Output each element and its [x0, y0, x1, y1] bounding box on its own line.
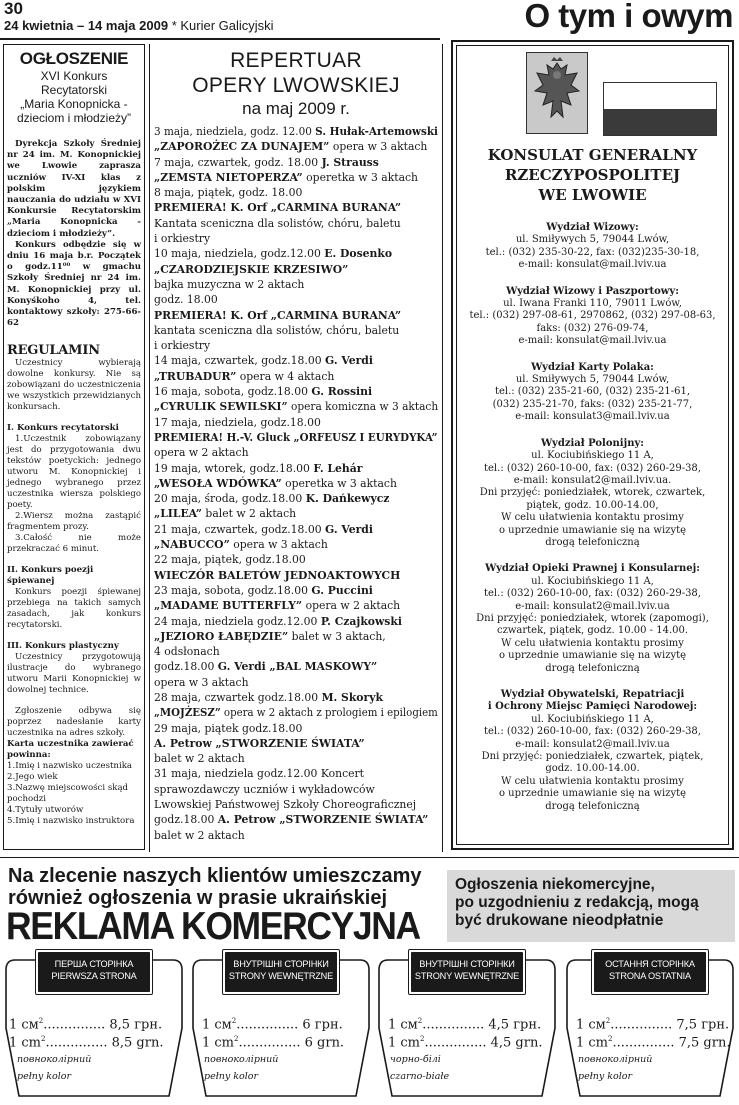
- advert-line: również ogłoszenia w prasie ukraińskiej: [8, 887, 388, 909]
- leader-dots: ...............: [43, 1017, 106, 1033]
- repertoire-line: [154, 644, 438, 659]
- price-card: [378, 958, 556, 1100]
- eagle-emblem-icon: [526, 52, 588, 134]
- repertoire-text: opera w 2 aktach: [302, 599, 401, 613]
- consulate-title-line: RZECZYPOSPOLITEJ: [504, 166, 681, 184]
- polish-flag-icon: [603, 82, 717, 136]
- repertoire-line: [154, 323, 438, 338]
- department-detail: ul. Iwana Franki 110, 79011 Lwów,: [503, 298, 682, 310]
- repertoire-text: Lwowskiej Państwowej Szkoły Choreograficznej: [154, 798, 417, 812]
- card-item: 5.Imię i nazwisko instruktora: [7, 816, 135, 827]
- department-detail: tel.: (032) 260-10-00, fax: (032) 260-29-38,: [484, 726, 701, 738]
- repertoire-highlight: A. Petrow „STWORZENIE ŚWIATA”: [217, 813, 429, 827]
- unit-label: 1 см: [9, 1017, 39, 1033]
- unit-exponent: 2: [38, 1017, 44, 1025]
- repertoire-text: godz. 18.00: [154, 293, 218, 307]
- unit-label: 1 cm: [202, 1035, 235, 1051]
- repertoire-text: 24 maja, niedziela godz.12.00: [154, 614, 321, 628]
- repertoire-highlight: F. Lehár: [313, 461, 363, 475]
- price-card-badge-label: [411, 952, 523, 992]
- price-card: [5, 958, 183, 1100]
- repertoire-highlight: PREMIERA! K. Orf „CARMINA BURANA”: [154, 201, 402, 215]
- repertoire-text: kantata sceniczna dla solistów, chóru, baletu: [154, 323, 400, 337]
- repertoire-text: balet w 2 aktach: [154, 752, 245, 766]
- repertoire-line: [154, 782, 438, 797]
- repertoire-line: [154, 629, 438, 644]
- repertoire-line: [154, 766, 438, 781]
- noncommercial-note: [447, 870, 735, 942]
- color-note-pl: pełny kolor: [578, 1071, 633, 1082]
- repertoire-text: balet w 2 aktach: [154, 828, 245, 842]
- unit-label: 1 см: [576, 1017, 606, 1033]
- advert-line: Na zlecenie naszych klientów umieszczamy: [8, 865, 422, 887]
- price-line-pl: [576, 1031, 730, 1051]
- color-note-ua: чорно-білі: [390, 1054, 441, 1065]
- issue-date: [4, 18, 274, 33]
- repertoire-text: godz.18.00: [154, 813, 218, 827]
- repertoire-line: [154, 216, 438, 231]
- noncommercial-line: Ogłoszenia niekomercyjne,: [455, 876, 655, 893]
- repertoire-text: 4 odsłonach: [154, 645, 220, 659]
- noncommercial-line: po uzgodnieniu z redakcją, mogą: [455, 894, 699, 911]
- repertoire-highlight: „CZARODZIEJSKIE KRZESIWO”: [154, 262, 349, 276]
- color-note-ua: повноколірний: [204, 1054, 279, 1065]
- rules-closing: Zgłoszenie odbywa się poprzez nadesłanie karty uczestnika na adres szkoły.: [7, 706, 141, 739]
- repertoire-highlight: PREMIERA! K. Orf „CARMINA BURANA”: [154, 308, 402, 322]
- repertoire-highlight: WIECZÓR BALETÓW JEDNOAKTOWYCH: [154, 568, 401, 582]
- color-note-ua: повноколірний: [17, 1054, 92, 1065]
- department-heading: Wydział Wizowy i Paszportowy:: [506, 285, 679, 297]
- department-detail: o uprzednie umawianie się na wizytę: [498, 650, 687, 662]
- price-value: 7,5 grn.: [678, 1035, 731, 1051]
- repertoire-title: REPERTUAR: [230, 49, 362, 72]
- department-detail: ul. Smiływych 5, 79044 Lwów,: [515, 374, 670, 386]
- department-detail: W celu ułatwienia kontaktu prosimy: [501, 637, 684, 649]
- repertoire-highlight: „ZEMSTA NIETOPERZA”: [154, 170, 303, 184]
- department-detail: o uprzednie umawianie się na wizytę: [498, 788, 687, 800]
- repertoire-text: i orkiestry: [154, 339, 211, 353]
- repertoire-line: [154, 537, 438, 552]
- price-card-badge-label: [225, 952, 337, 992]
- repertoire-highlight: J. Strauss: [321, 155, 379, 169]
- repertoire-line: [154, 430, 438, 445]
- price-card: [566, 958, 734, 1100]
- badge-label-ua: ПЕРША СТОРІНКА: [54, 959, 134, 969]
- repertoire-line: [154, 736, 438, 751]
- department-detail: drogą telefoniczną: [545, 800, 640, 812]
- repertoire-text: sprawozdawczy uczniów i wykładowców: [154, 782, 375, 796]
- rules-section-title: III. Konkurs plastyczny: [7, 641, 119, 652]
- department-heading: i Ochrony Miejsc Pamięci Narodowej:: [487, 701, 698, 713]
- repertoire-line: [154, 155, 438, 170]
- repertoire-text: godz.18.00: [154, 660, 218, 674]
- price-value: 8,5 грн.: [109, 1017, 163, 1033]
- department-detail: ul. Kociubińskiego 11 A,: [531, 575, 654, 587]
- repertoire-highlight: „NABUCCO”: [154, 538, 230, 552]
- department-detail: W celu ułatwienia kontaktu prosimy: [501, 512, 684, 524]
- repertoire-text: 3 maja, niedziela, godz. 12.00: [154, 125, 316, 138]
- repertoire-text: operetka w 3 aktach: [302, 170, 419, 184]
- price-value: 8,5 grn.: [111, 1035, 164, 1051]
- repertoire-highlight: G. Verdi „BAL MASKOWY”: [217, 660, 378, 674]
- color-note-pl: pełny kolor: [17, 1071, 72, 1082]
- badge-label-pl: STRONA OSTATNIA: [609, 971, 691, 981]
- repertoire-highlight: A. Petrow „STWORZENIE ŚWIATA”: [154, 736, 365, 750]
- color-note-pl: pełny kolor: [204, 1071, 259, 1082]
- department-heading: Wydział Polonijny:: [541, 437, 644, 449]
- rules-text: Konkurs poezji śpiewanej przebiega na takich samych zasadach, jak konkurs recytatorski.: [7, 587, 141, 631]
- repertoire-line: [154, 185, 438, 200]
- repertoire-text: opera w 3 aktach: [154, 675, 249, 689]
- repertoire-line: [154, 568, 438, 583]
- repertoire-line: [154, 797, 438, 812]
- consulate-department: [456, 286, 729, 348]
- price-value: 7,5 грн.: [676, 1017, 730, 1033]
- repertoire-line: [154, 246, 438, 261]
- repertoire-list: [154, 124, 438, 843]
- price-value: 6 grn.: [304, 1035, 345, 1051]
- repertoire-line: [154, 812, 438, 827]
- color-note-ua: повноколірний: [578, 1054, 653, 1065]
- repertoire-highlight: G. Verdi: [325, 354, 373, 368]
- consulate-department: [456, 362, 729, 424]
- department-heading: Wydział Opieki Prawnej i Konsularnej:: [485, 563, 700, 575]
- repertoire-text: 7 maja, czwartek, godz. 18.00: [154, 155, 322, 169]
- repertoire-highlight: „JEZIORO ŁABĘDZIE”: [154, 629, 289, 643]
- repertoire-line: [154, 491, 438, 506]
- unit-exponent: 2: [231, 1017, 237, 1025]
- repertoire-highlight: S. Hułak-Artemowski: [315, 125, 439, 138]
- price-card-badge-label: [38, 952, 150, 992]
- repertoire-line: [154, 139, 438, 154]
- unit-label: 1 cm: [388, 1035, 421, 1051]
- repertoire-line: [154, 522, 438, 537]
- repertoire-line: [154, 384, 438, 399]
- leader-dots: ...............: [424, 1035, 487, 1051]
- department-detail: drogą telefoniczną: [545, 662, 640, 674]
- rules-item: 3.Całość nie może przekraczać 6 minut.: [7, 533, 141, 555]
- department-detail: tel.: (032) 235-30-22, fax: (032)235-30-18,: [485, 246, 700, 258]
- repertoire-highlight: „CYRULIK SEWILSKI”: [154, 400, 288, 414]
- repertoire-text: opera w 3 aktach: [329, 140, 428, 154]
- rules-text: Uczestnicy przygotowują ilustracje do wybranego utworu Marii Konopnickiej w dowolnej technice.: [7, 652, 141, 696]
- publication-name: * Kurier Galicyjski: [171, 18, 274, 33]
- consulate-department: [456, 222, 729, 272]
- department-detail: czwartek, piątek, godz. 10.00 - 14.00.: [496, 625, 689, 637]
- consulate-title: [456, 145, 729, 205]
- leader-dots: ...............: [238, 1035, 301, 1051]
- badge-label-pl: STRONY WEWNĘTRZNE: [228, 971, 334, 981]
- repertoire-highlight: „TRUBADUR”: [154, 369, 237, 383]
- advert-headline: REKLAMA KOMERCYJNA: [6, 905, 420, 948]
- price-card-badge: [591, 949, 709, 995]
- repertoire-text: 19 maja, wtorek, godz.18.00: [154, 461, 314, 475]
- department-detail: godz. 10.00-14.00.: [545, 763, 640, 775]
- repertoire-text: opera w 2 aktach: [154, 446, 249, 460]
- leader-dots: ...............: [236, 1017, 299, 1033]
- department-detail: e-mail: konsulat2@mail.lviv.ua.: [513, 474, 672, 486]
- repertoire-text: opera w 3 aktach: [229, 538, 328, 552]
- badge-label-ua: ОСТАННЯ СТОРІНКА: [605, 959, 695, 969]
- consulate-box: [451, 40, 734, 850]
- repertoire-highlight: P. Czajkowski: [320, 614, 402, 628]
- repertoire-line: [154, 262, 438, 277]
- price-card-badge: [408, 949, 526, 995]
- repertoire-line: [154, 705, 438, 720]
- repertoire-text: 23 maja, sobota, godz.18.00: [154, 583, 312, 597]
- card-item: 3.Nazwę miejscowości skąd pochodzi: [7, 783, 129, 805]
- rules-item: 1.Uczestnik zobowiązany jest do przygotowania dwu tekstów poetyckich: jednego utworu M. Konopnickiej i jednego wybranego przez uczestnika wiersza polskiego poety.: [7, 434, 141, 511]
- department-detail: e-mail: konsulat@mail.lviv.ua: [518, 335, 667, 347]
- announcement-paragraph: Konkurs odbędzie się w dniu 16 maja b.r. Początek o godz.11⁰⁰ w gmachu Szkoły Średniej nr 24 im. M. Konopnickiej przy ul. Konyśkoho 4, tel. kontaktowy szkoły: 275-66-62: [7, 239, 141, 329]
- department-detail: ul. Kociubińskiego 11 A,: [531, 450, 654, 462]
- repertoire-text: 31 maja, niedziela godz.12.00 Koncert: [154, 767, 365, 781]
- announcement-subtitle: „Maria Konopnicka -: [20, 97, 128, 111]
- repertoire-highlight: G. Rossini: [311, 385, 373, 399]
- leader-dots: ...............: [45, 1035, 108, 1051]
- repertoire-text: opera w 4 aktach: [236, 369, 335, 383]
- repertoire-line: [154, 415, 438, 430]
- repertoire-text: Kantata sceniczna dla solistów, chóru, baletu: [154, 216, 401, 230]
- unit-label: 1 cm: [576, 1035, 609, 1051]
- repertoire-text: operetka w 3 aktach: [281, 476, 397, 490]
- department-detail: tel.: (032) 297-08-61, 2970862, (032) 297-08-63,: [469, 310, 716, 322]
- repertoire-line: [154, 675, 438, 690]
- repertoire-text: balet w 2 aktach: [201, 507, 297, 521]
- department-detail: e-mail: konsulat3@mail.lviv.ua: [515, 411, 670, 423]
- department-detail: e-mail: konsulat@mail.lviv.ua: [518, 259, 667, 271]
- repertoire-line: [154, 124, 439, 139]
- price-line-pl: [388, 1031, 542, 1051]
- repertoire-line: [154, 231, 438, 246]
- repertoire-subtitle: na maj 2009 r.: [242, 99, 350, 118]
- repertoire-text: 21 maja, czwartek, godz.18.00: [154, 522, 325, 536]
- repertoire-text: 17 maja, niedziela, godz.18.00: [154, 415, 321, 429]
- consulate-inner-frame: [456, 45, 729, 845]
- flag-red-stripe: [604, 109, 716, 135]
- department-detail: Dni przyjęć: poniedziałek, wtorek (zapomogi),: [476, 612, 709, 624]
- card-item: 1.Imię i nazwisko uczestnika: [7, 761, 133, 772]
- badge-label-ua: ВНУТРІШНІ СТОРІНКИ: [233, 959, 329, 969]
- repertoire-line: [154, 476, 438, 491]
- repertoire-line: [154, 200, 438, 215]
- rules-item: 2.Wiersz można zastąpić fragmentem prozy.: [7, 511, 141, 533]
- header-rule: [0, 38, 440, 40]
- department-detail: piątek, godz. 10.00-14.00,: [526, 499, 659, 511]
- department-detail: tel.: (032) 260-10-00, fax: (032) 260-29-38,: [484, 588, 701, 600]
- repertoire-line: [154, 292, 438, 307]
- department-detail: W celu ułatwienia kontaktu prosimy: [501, 775, 684, 787]
- card-item: 4.Tytuły utworów: [7, 805, 84, 816]
- repertoire-line: [154, 338, 438, 353]
- repertoire-highlight: M. Skoryk: [321, 690, 383, 704]
- repertoire-highlight: „MOJŻESZ”: [154, 706, 221, 720]
- rules-title: REGULAMIN: [7, 343, 100, 359]
- unit-exponent: 2: [608, 1035, 613, 1043]
- leader-dots: ...............: [612, 1035, 675, 1051]
- repertoire-highlight: „MADAME BUTTERFLY”: [154, 599, 303, 613]
- department-detail: ul. Smiływych 5, 79044 Lwów,: [515, 234, 670, 246]
- repertoire-line: [154, 506, 438, 521]
- repertoire-text: 29 maja, piątek godz.18.00: [154, 721, 303, 735]
- unit-label: 1 см: [388, 1017, 418, 1033]
- repertoire-column: [149, 44, 443, 852]
- department-heading: Wydział Wizowy:: [546, 222, 639, 233]
- repertoire-line: [154, 721, 438, 736]
- price-value: 4,5 грн.: [488, 1017, 542, 1033]
- department-detail: Dni przyjęć: poniedziałek, czwartek, piątek,: [481, 751, 704, 763]
- repertoire-line: [154, 277, 438, 292]
- price-card-badge: [222, 949, 340, 995]
- flag-white-stripe: [604, 83, 716, 109]
- consulate-department: [456, 563, 729, 675]
- rules-intro: Uczestnicy wybierają dowolne konkursy. Nie są zobowiązani do uczestniczenia we wszystkich przewidzianych konkursach.: [7, 358, 141, 413]
- unit-exponent: 2: [41, 1035, 46, 1043]
- consulate-title-line: WE LWOWIE: [538, 186, 647, 204]
- department-detail: faks: (032) 276-09-74,: [536, 322, 649, 334]
- repertoire-text: 14 maja, czwartek, godz.18.00: [154, 354, 325, 368]
- repertoire-line: [154, 170, 438, 185]
- repertoire-text: 28 maja, czwartek godz.18.00: [154, 690, 322, 704]
- repertoire-highlight: E. Dosenko: [324, 247, 393, 261]
- page-number: 30: [4, 0, 23, 18]
- announcement-body: [7, 139, 141, 329]
- unit-exponent: 2: [605, 1017, 611, 1025]
- repertoire-highlight: PREMIERA! H.-V. Gluck „ORFEUSZ I EURYDYKA”: [154, 430, 438, 444]
- consulate-departments: [456, 222, 729, 827]
- noncommercial-line: być drukowane nieodpłatnie: [455, 912, 664, 929]
- unit-exponent: 2: [420, 1035, 425, 1043]
- repertoire-line: [154, 369, 438, 384]
- page-header: [0, 0, 739, 38]
- announcement-subtitle: XVI Konkurs: [40, 69, 108, 83]
- repertoire-text: 8 maja, piątek, godz. 18.00: [154, 186, 303, 200]
- repertoire-line: [154, 461, 438, 476]
- color-note-pl: czarno-białe: [390, 1071, 450, 1082]
- repertoire-line: [154, 308, 438, 323]
- repertoire-highlight: G. Verdi: [325, 522, 373, 536]
- department-detail: e-mail: konsulat2@mail.lviv.ua: [515, 600, 670, 612]
- unit-exponent: 2: [417, 1017, 423, 1025]
- unit-label: 1 cm: [9, 1035, 42, 1051]
- repertoire-text: opera komiczna w 3 aktach: [287, 400, 439, 414]
- section-title: O tym i owym: [524, 0, 733, 34]
- unit-exponent: 2: [234, 1035, 239, 1043]
- department-detail: (032) 235-21-70, faks: (032) 235-21-77,: [492, 398, 693, 410]
- repertoire-highlight: „LILEA”: [154, 507, 202, 521]
- card-title: Karta uczestnika zawierać powinna:: [7, 739, 134, 761]
- department-detail: ul. Kociubińskiego 11 A,: [531, 713, 654, 725]
- repertoire-line: [154, 445, 438, 460]
- consulate-department: [456, 689, 729, 813]
- announcement-title: OGŁOSZENIE: [19, 49, 129, 68]
- repertoire-line: [154, 583, 438, 598]
- announcement-column: [3, 44, 145, 850]
- repertoire-highlight: G. Puccini: [311, 583, 373, 597]
- price-value: 6 грн.: [302, 1017, 343, 1033]
- repertoire-highlight: „WESOŁA WDÓWKA”: [154, 476, 282, 490]
- price-value: 4,5 grn.: [490, 1035, 543, 1051]
- consulate-title-line: KONSULAT GENERALNY: [487, 146, 698, 164]
- department-detail: e-mail: konsulat2@mail.lviv.ua: [515, 738, 670, 750]
- issue-date-range: 24 kwietnia – 14 maja 2009: [4, 18, 169, 33]
- repertoire-highlight: „ZAPOROŻEC ZA DUNAJEM”: [154, 140, 330, 154]
- repertoire-text: balet w 3 aktach,: [288, 629, 386, 643]
- repertoire-line: [154, 552, 438, 567]
- repertoire-text: opera w 2 aktach z prologiem i epilogiem: [220, 706, 438, 720]
- repertoire-text: 22 maja, piątek, godz.18.00: [154, 553, 306, 567]
- repertoire-text: bajka muzyczna w 2 aktach: [154, 277, 305, 291]
- department-detail: Dni przyjęć: poniedziałek, wtorek, czwartek,: [479, 487, 706, 499]
- price-card: [192, 958, 370, 1100]
- repertoire-line: [154, 659, 438, 674]
- repertoire-line: [154, 399, 439, 414]
- department-heading: Wydział Karty Polaka:: [531, 361, 654, 373]
- department-detail: drogą telefoniczną: [545, 536, 640, 548]
- card-item: 2.Jego wiek: [7, 772, 58, 783]
- repertoire-highlight: K. Dańkewycz: [305, 492, 390, 506]
- price-card-badge: [35, 949, 153, 995]
- badge-label-pl: STRONY WEWNĘTRZNE: [414, 971, 520, 981]
- announcement-subtitle: dzieciom i młodzieży”: [16, 111, 132, 125]
- consulate-department: [456, 438, 729, 550]
- repertoire-line: [154, 598, 438, 613]
- repertoire-title: OPERY LWOWSKIEJ: [192, 74, 400, 97]
- price-card-badge-label: [594, 952, 706, 992]
- repertoire-text: i orkiestry: [154, 232, 211, 246]
- repertoire-line: [154, 828, 438, 843]
- department-detail: tel.: (032) 235-21-60, (032) 235-21-61,: [494, 386, 691, 398]
- badge-label-pl: PIERWSZA STRONA: [51, 971, 137, 981]
- department-heading: Wydział Obywatelski, Repatriacji: [500, 689, 685, 700]
- repertoire-line: [154, 353, 438, 368]
- announcement-paragraph: Dyrekcja Szkoły Średniej nr 24 im. M. Konopnickiej we Lwowie zaprasza uczniów IV-XI klas z polskim językiem nauczania do udziału w XVI Konkursie Recytatorskim „Maria Konopnicka - dzieciom i młodzieży”.: [7, 139, 141, 239]
- announcement-subtitle: Recytatorski: [40, 83, 108, 97]
- repertoire-text: 10 maja, niedziela, godz.12.00: [154, 247, 325, 261]
- repertoire-text: 20 maja, środa, godz.18.00: [154, 492, 306, 506]
- badge-label-ua: ВНУТРІШНІ СТОРІНКИ: [419, 959, 515, 969]
- bottom-rule: [0, 857, 739, 858]
- department-detail: tel.: (032) 260-10-00, fax: (032) 260-29-38,: [484, 462, 701, 474]
- rules-section-title: II. Konkurs poezji śpiewanej: [7, 565, 94, 587]
- price-line-pl: [9, 1031, 163, 1051]
- repertoire-line: [154, 614, 438, 629]
- repertoire-line: [154, 690, 438, 705]
- repertoire-text: 16 maja, sobota, godz.18.00: [154, 385, 312, 399]
- unit-label: 1 см: [202, 1017, 232, 1033]
- leader-dots: ...............: [422, 1017, 485, 1033]
- leader-dots: ...............: [610, 1017, 673, 1033]
- department-detail: o uprzednie umawianie się na wizytę: [498, 524, 687, 536]
- repertoire-line: [154, 751, 438, 766]
- price-line-pl: [202, 1031, 344, 1051]
- rules-section-title: I. Konkurs recytatorski: [7, 423, 119, 434]
